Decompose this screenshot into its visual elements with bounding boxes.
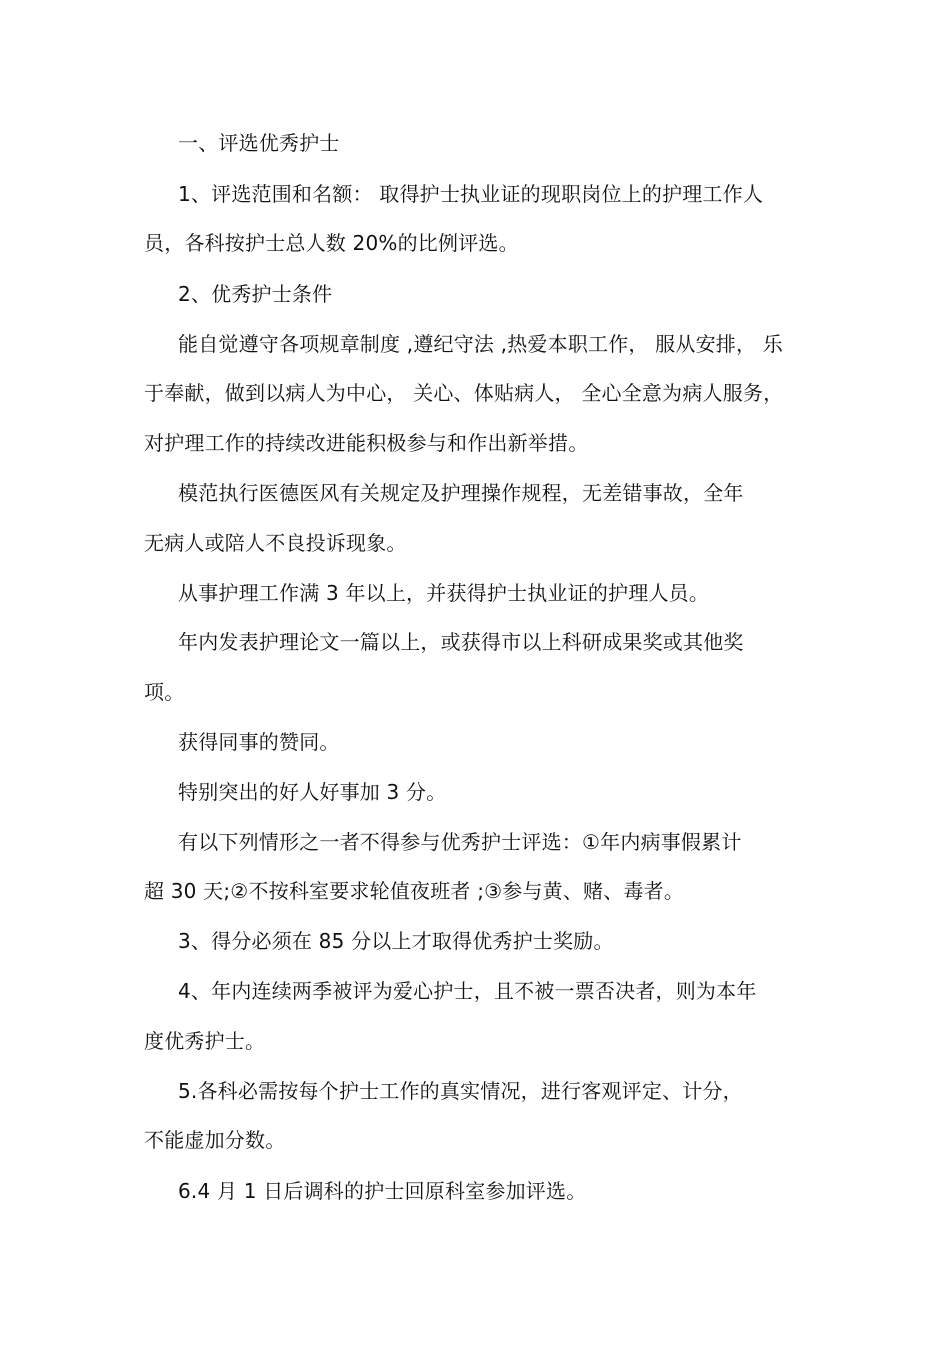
paragraph-line: 特别突出的好人好事加 3 分。 [178,780,447,804]
paragraph-line: 有以下列情形之一者不得参与优秀护士评选：①年内病事假累计 [178,830,742,854]
paragraph-line: 对护理工作的持续改进能积极参与和作出新举措。 [144,431,589,455]
paragraph-line: 6.4 月 1 日后调科的护士回原科室参加评选。 [178,1179,587,1203]
paragraph-line: 年内发表护理论文一篇以上，或获得市以上科研成果奖或其他奖 [178,630,744,654]
paragraph-line: 不能虚加分数。 [144,1128,286,1152]
paragraph-line: 超 30 天;②不按科室要求轮值夜班者 ;③参与黄、赌、毒者。 [144,879,685,903]
paragraph-line: 无病人或陪人不良投诉现象。 [144,531,407,555]
paragraph-line: 项。 [144,680,185,704]
paragraph-line: 2、优秀护士条件 [178,282,333,306]
paragraph-line: 3、得分必须在 85 分以上才取得优秀护士奖励。 [178,929,614,953]
paragraph-line: 5.各科必需按每个护士工作的真实情况，进行客观评定、计分， [178,1079,743,1103]
paragraph-line: 1、评选范围和名额： 取得护士执业证的现职岗位上的护理工作人 [178,182,764,206]
paragraph-line: 4、年内连续两季被评为爱心护士，且不被一票否决者，则为本年 [178,979,757,1003]
section-heading: 一、评选优秀护士 [178,131,340,155]
paragraph-line: 度优秀护士。 [144,1029,266,1053]
paragraph-line: 获得同事的赞同。 [178,730,340,754]
paragraph-line: 于奉献，做到以病人为中心， 关心、体贴病人， 全心全意为病人服务， [144,381,784,405]
paragraph-line: 从事护理工作满 3 年以上，并获得护士执业证的护理人员。 [178,581,710,605]
paragraph-line: 员，各科按护士总人数 20%的比例评选。 [144,231,519,255]
paragraph-line: 能自觉遵守各项规章制度 ,遵纪守法 ,热爱本职工作， 服从安排， 乐 [178,332,783,356]
paragraph-line: 模范执行医德医风有关规定及护理操作规程，无差错事故，全年 [178,481,744,505]
